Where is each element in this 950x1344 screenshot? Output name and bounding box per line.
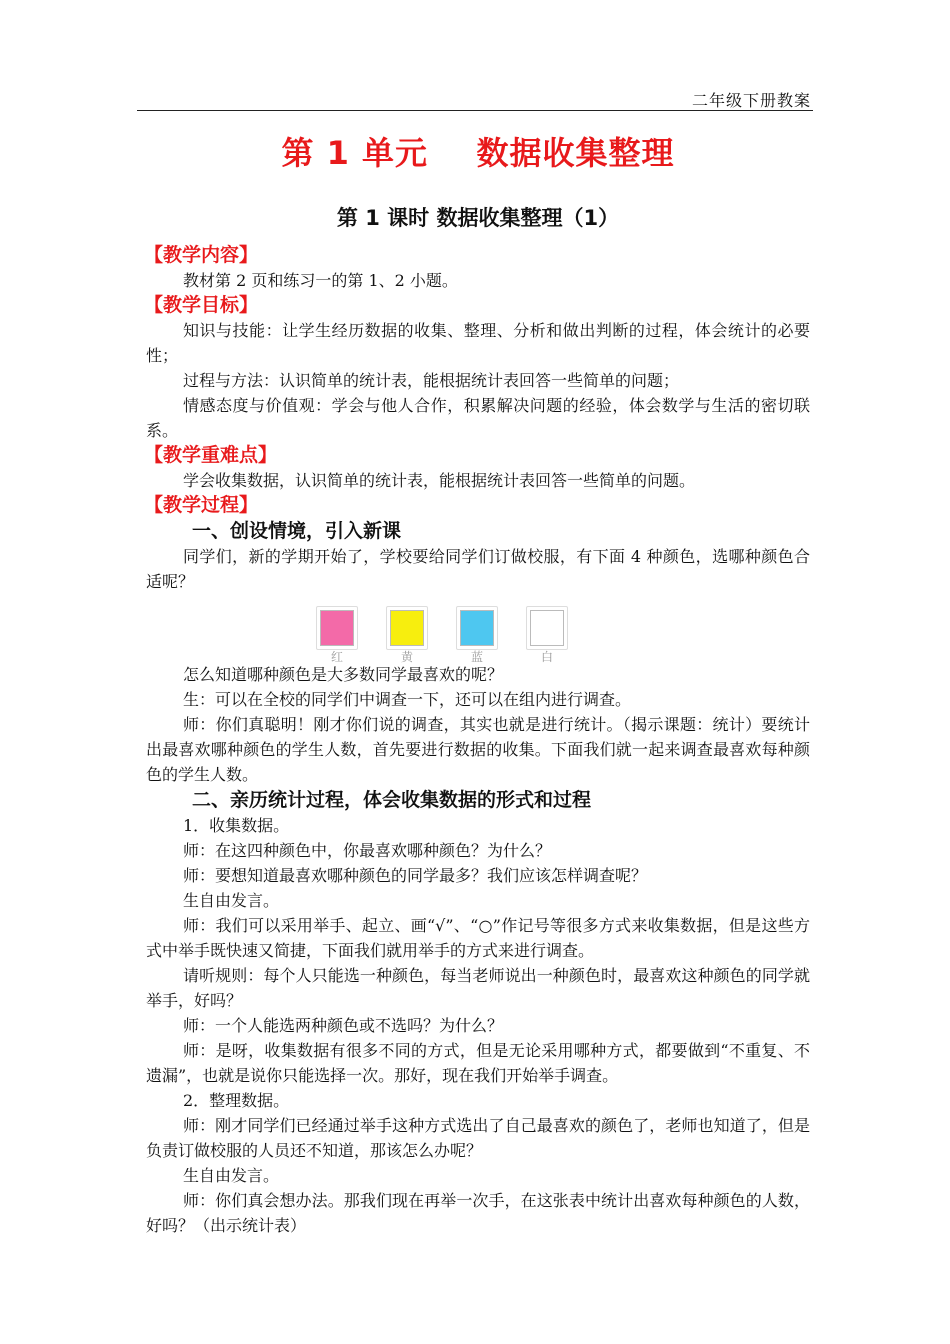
paragraph: 2．整理数据。 (183, 1091, 290, 1110)
page-header (137, 86, 813, 111)
section-heading-process: 【教学过程】 (144, 494, 259, 516)
swatch-label: 黄 (400, 650, 413, 664)
paragraph: 师：一个人能选两种颜色或不选吗？为什么？ (183, 1016, 504, 1035)
color-swatch-white (530, 610, 564, 646)
paragraph: 教材第 2 页和练习一的第 1、2 小题。 (183, 271, 458, 290)
paragraph: 请听规则：每个人只能选一种颜色，每当老师说出一种颜色时，最喜欢这种颜色的同学就举手，好吗？ (146, 966, 810, 1010)
paragraph: 知识与技能：让学生经历数据的收集、整理、分析和做出判断的过程，体会统计的必要性； (146, 321, 810, 365)
paragraph: 师：刚才同学们已经通过举手这种方式选出了自己最喜欢的颜色了，老师也知道了，但是负责订做校服的人员还不知道，那该怎么办呢？ (146, 1116, 810, 1160)
paragraph: 师：是呀，收集数据有很多不同的方式，但是无论采用哪种方式，都要做到“不重复、不遗漏”，也就是说你只能选择一次。那好，现在我们开始举手调查。 (146, 1041, 810, 1085)
color-swatch-figure (146, 604, 810, 670)
paragraph: 生：可以在全校的同学们中调查一下，还可以在组内进行调查。 (183, 690, 632, 709)
paragraph: 师：你们真会想办法。那我们现在再举一次手，在这张表中统计出喜欢每种颜色的人数，好吗？（出示统计表） (146, 1191, 810, 1235)
paragraph: 师：我们可以采用举手、起立、画“√”、“○”作记号等很多方式来收集数据，但是这些方式中举手既快速又简捷，下面我们就用举手的方式来进行调查。 (146, 916, 810, 960)
section-heading-goals: 【教学目标】 (144, 294, 259, 316)
paragraph: 师：要想知道最喜欢哪种颜色的同学最多？我们应该怎样调查呢？ (183, 866, 648, 885)
paragraph: 怎么知道哪种颜色是大多数同学最喜欢的呢？ (183, 665, 504, 684)
section-heading-key-points: 【教学重难点】 (144, 444, 278, 466)
paragraph: 情感态度与价值观：学会与他人合作，积累解决问题的经验，体会数学与生活的密切联系。 (146, 396, 810, 440)
paragraph: 学会收集数据，认识简单的统计表，能根据统计表回答一些简单的问题。 (183, 471, 696, 490)
paragraph: 师：在这四种颜色中，你最喜欢哪种颜色？为什么？ (183, 841, 552, 860)
paragraph: 师：你们真聪明！刚才你们说的调查，其实也就是进行统计。（揭示课题：统计）要统计出最喜欢哪种颜色的学生人数，首先要进行数据的收集。下面我们就一起来调查最喜欢每种颜色的学生人数。 (146, 715, 810, 784)
color-swatch-yellow (390, 610, 424, 646)
header-doc-type: 二年级下册教案 (691, 91, 811, 110)
swatch-label: 红 (330, 650, 343, 664)
unit-title: 第 1 单元 数据收集整理 (281, 134, 675, 172)
paragraph: 同学们，新的学期开始了，学校要给同学们订做校服，有下面 4 种颜色，选哪种颜色合适呢？ (146, 547, 810, 591)
swatch-label: 蓝 (470, 650, 483, 664)
color-swatch-blue (460, 610, 494, 646)
paragraph: 生自由发言。 (183, 891, 280, 910)
paragraph: 生自由发言。 (183, 1166, 280, 1185)
swatch-label: 白 (540, 650, 553, 664)
body-flow (146, 243, 810, 1238)
color-swatch-pink (320, 610, 354, 646)
subsection-title-1: 一、创设情境，引入新课 (192, 520, 402, 542)
lesson-title: 第 1 课时 数据收集整理（1） (336, 206, 620, 230)
paragraph: 1．收集数据。 (183, 816, 290, 835)
paragraph: 过程与方法：认识简单的统计表，能根据统计表回答一些简单的问题； (183, 371, 680, 390)
section-heading-content: 【教学内容】 (144, 244, 259, 266)
subsection-title-2: 二、亲历统计过程，体会收集数据的形式和过程 (192, 789, 592, 811)
